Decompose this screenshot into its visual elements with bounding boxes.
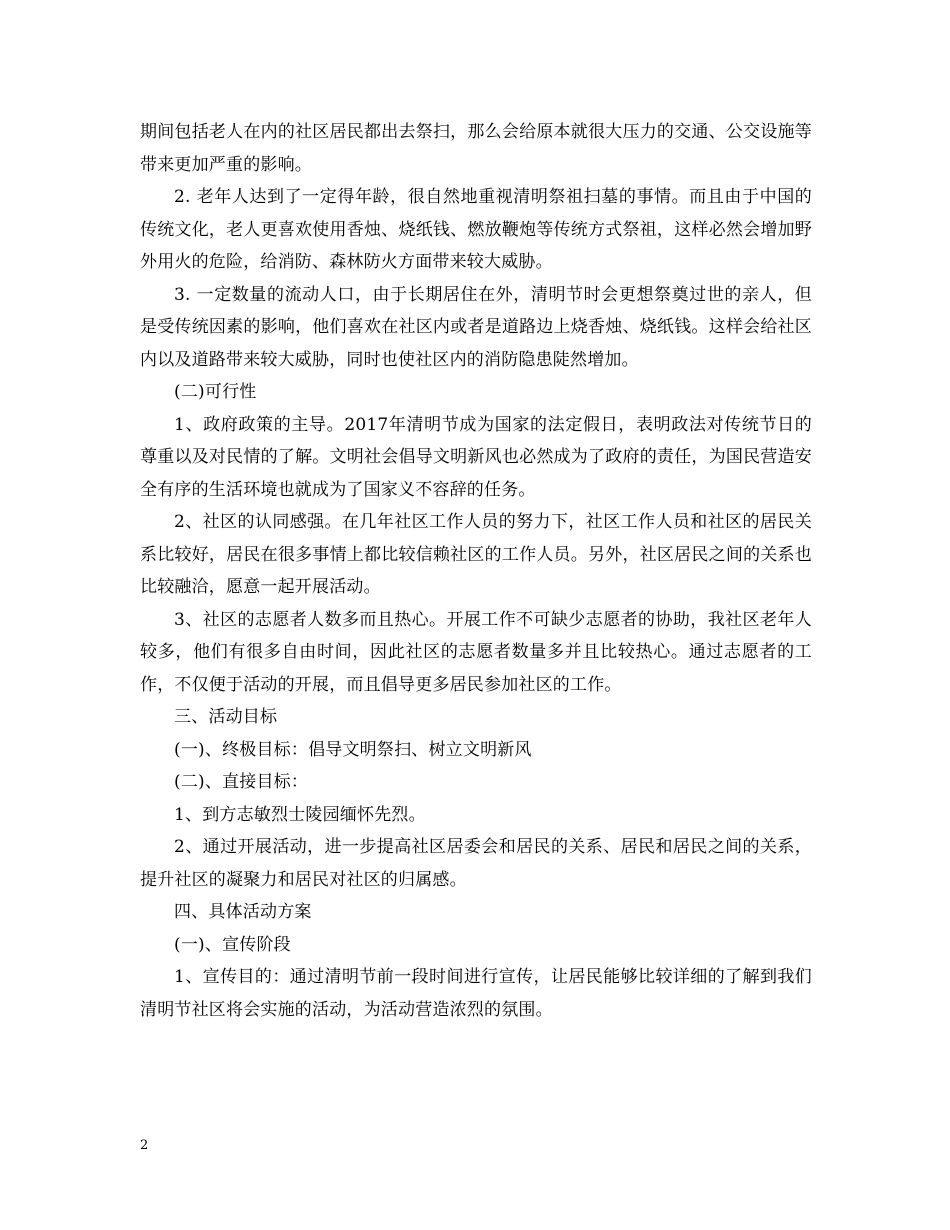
- section-heading-goals: 三、活动目标: [174, 707, 278, 727]
- paragraph-continuation: 期间包括老人在内的社区居民都出去祭扫，那么会给原本就很大压力的交通、公交设施等带来更加严重的影响。: [140, 122, 812, 175]
- section-heading-plan: 四、具体活动方案: [174, 902, 312, 922]
- paragraph-feasibility-1: 1、政府政策的主导。2017年清明节成为国家的法定假日，表明政法对传统节日的尊重以及对民情的了解。文明社会倡导文明新风也必然成为了政府的责任，为国民营造安全有序的生活环境也就成为了国家义不容辞的任务。: [140, 414, 812, 500]
- paragraph-plan-publicity-1: 1、宣传目的：通过清明节前一段时间进行宣传，让居民能够比较详细的了解到我们清明节社区将会实施的活动，为活动营造浓烈的氛围。: [140, 967, 812, 1020]
- paragraph-goal-direct-1: 1、到方志敏烈士陵园缅怀先烈。: [174, 804, 426, 825]
- section-heading-feasibility: (二)可行性: [174, 382, 257, 402]
- paragraph-goal-direct-2: 2、通过开展活动，进一步提高社区居委会和居民的关系、居民和居民之间的关系，提升社区的凝聚力和居民对社区的归属感。: [140, 837, 812, 890]
- document-body: [140, 116, 812, 1026]
- page-number: 2: [140, 1138, 149, 1153]
- paragraph-point-3: 3. 一定数量的流动人口，由于长期居住在外，清明节时会更想祭奠过世的亲人，但是受传统因素的影响，他们喜欢在社区内或者是道路边上烧香烛、烧纸钱。这样会给社区内以及道路带来较大威胁，同时也使社区内的消防隐患陡然增加。: [140, 284, 812, 370]
- paragraph-plan-publicity: (一)、宣传阶段: [174, 934, 291, 955]
- paragraph-goal-direct: (二)、直接目标：: [174, 772, 309, 792]
- paragraph-point-2: 2. 老年人达到了一定得年龄，很自然地重视清明祭祖扫墓的事情。而且由于中国的传统文化，老人更喜欢使用香烛、烧纸钱、燃放鞭炮等传统方式祭祖，这样必然会增加野外用火的危险，给消防、森林防火方面带来较大威胁。: [140, 187, 812, 272]
- paragraph-feasibility-2: 2、社区的认同感强。在几年社区工作人员的努力下，社区工作人员和社区的居民关系比较好，居民在很多事情上都比较信赖社区的工作人员。另外，社区居民之间的关系也比较融洽，愿意一起开展活动。: [140, 512, 812, 597]
- paragraph-goal-ultimate: (一)、终极目标：倡导文明祭扫、树立文明新风: [174, 739, 532, 760]
- paragraph-feasibility-3: 3、社区的志愿者人数多而且热心。开展工作不可缺少志愿者的协助，我社区老年人较多，他们有很多自由时间，因此社区的志愿者数量多并且比较热心。通过志愿者的工作，不仅便于活动的开展，而且倡导更多居民参加社区的工作。: [140, 609, 812, 695]
